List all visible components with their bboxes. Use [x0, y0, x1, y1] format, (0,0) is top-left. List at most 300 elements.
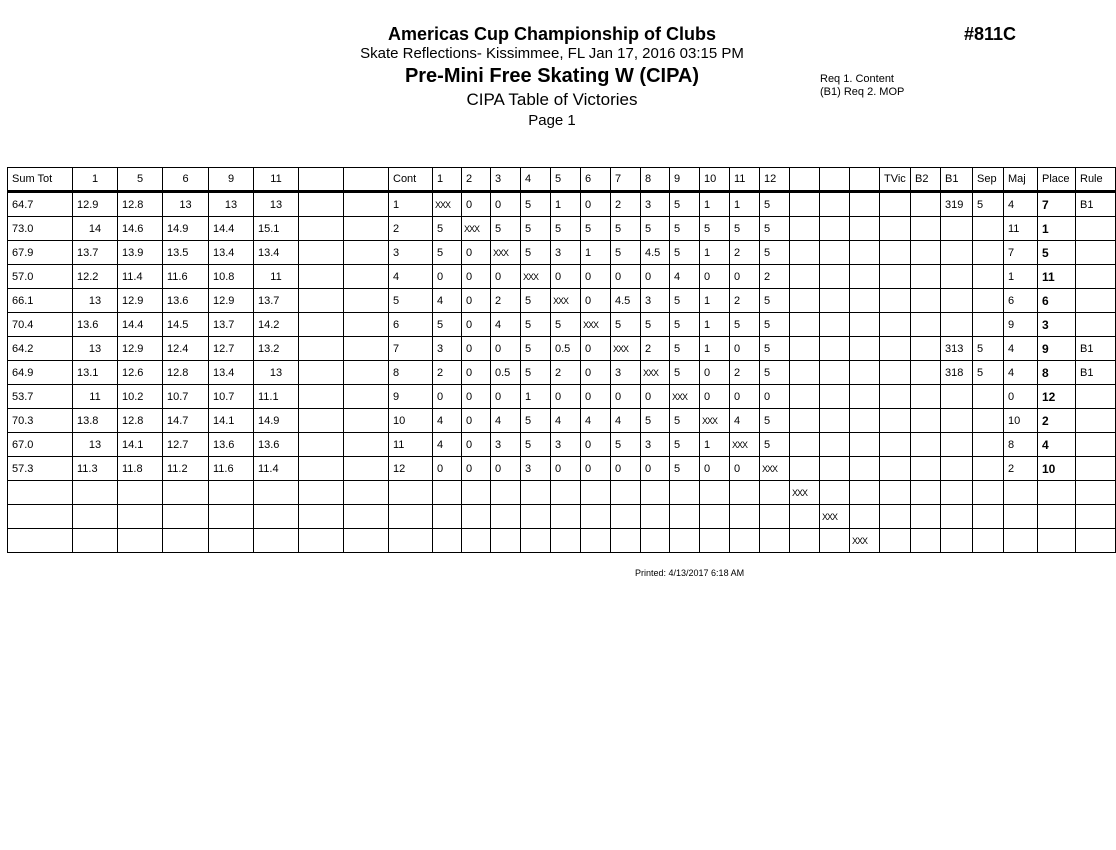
table-cell: 64.9 [8, 361, 73, 385]
table-cell [730, 481, 760, 505]
table-cell [344, 217, 389, 241]
victories-table [7, 167, 1116, 553]
table-cell: 0 [462, 192, 491, 217]
table-cell [299, 265, 344, 289]
table-cell: 0 [760, 385, 790, 409]
table-cell: 4.5 [641, 241, 670, 265]
column-header: Rule [1076, 168, 1116, 192]
table-cell: 10.2 [118, 385, 163, 409]
table-cell: 57.0 [8, 265, 73, 289]
table-cell: 5 [521, 313, 551, 337]
table-cell [700, 505, 730, 529]
table-cell [299, 433, 344, 457]
table-row [8, 313, 1116, 337]
table-cell: 0 [462, 433, 491, 457]
table-cell: 5 [670, 457, 700, 481]
table-cell [850, 192, 880, 217]
cross-hatch-mark: XXX [822, 511, 838, 522]
table-row [8, 481, 1116, 505]
column-header: 1 [73, 168, 118, 192]
table-cell: 0 [1004, 385, 1038, 409]
table-cell [790, 289, 820, 313]
table-cell: 67.9 [8, 241, 73, 265]
table-cell [790, 385, 820, 409]
table-cell: 13.1 [73, 361, 118, 385]
table-cell: 10.7 [163, 385, 209, 409]
table-cell: 1 [700, 433, 730, 457]
table-cell: 9 [389, 385, 433, 409]
table-cell [344, 337, 389, 361]
table-cell [911, 289, 941, 313]
self-comparison-cell [820, 505, 850, 529]
table-cell: 6 [1004, 289, 1038, 313]
table-cell: 13.8 [73, 409, 118, 433]
table-cell: 5 [760, 192, 790, 217]
table-cell [911, 361, 941, 385]
table-cell [941, 289, 973, 313]
table-cell: 1 [551, 192, 581, 217]
column-header: 12 [760, 168, 790, 192]
table-cell: 0 [491, 265, 521, 289]
report-subtitle: CIPA Table of Victories [466, 90, 638, 109]
table-cell: 5 [760, 361, 790, 385]
table-cell: 12.7 [209, 337, 254, 361]
table-cell: 13 [254, 361, 299, 385]
cross-hatch-mark: XXX [583, 319, 599, 330]
place-cell: 1 [1038, 217, 1076, 241]
victories-table-container [7, 167, 1103, 553]
table-cell: 5 [581, 217, 611, 241]
table-cell [880, 409, 911, 433]
table-cell [551, 505, 581, 529]
table-cell: 8 [389, 361, 433, 385]
table-cell: 5 [433, 217, 462, 241]
table-cell [73, 481, 118, 505]
column-header: Place [1038, 168, 1076, 192]
table-cell [462, 481, 491, 505]
table-cell [581, 529, 611, 553]
table-cell: 2 [611, 192, 641, 217]
table-cell [299, 337, 344, 361]
table-cell [1076, 433, 1116, 457]
column-header [299, 168, 344, 192]
table-cell: 5 [521, 433, 551, 457]
place-cell: 5 [1038, 241, 1076, 265]
table-cell: 0 [491, 337, 521, 361]
requirement-1: Req 1. Content [820, 73, 894, 85]
table-cell [790, 409, 820, 433]
table-cell [1076, 409, 1116, 433]
table-cell: 0 [700, 385, 730, 409]
table-cell [790, 265, 820, 289]
cross-hatch-mark: XXX [762, 463, 778, 474]
table-cell: 0.5 [491, 361, 521, 385]
column-header: 9 [209, 168, 254, 192]
column-header: Sum Tot [8, 168, 73, 192]
table-cell [911, 529, 941, 553]
table-cell: 0 [581, 385, 611, 409]
cross-hatch-mark: XXX [493, 247, 509, 258]
table-cell: 0 [700, 361, 730, 385]
table-cell: 5 [670, 337, 700, 361]
table-cell [344, 265, 389, 289]
table-cell [850, 457, 880, 481]
table-cell [880, 337, 911, 361]
table-cell: 4 [611, 409, 641, 433]
cross-hatch-mark: XXX [852, 535, 868, 546]
table-cell: 3 [551, 433, 581, 457]
table-cell: 1 [700, 313, 730, 337]
table-cell [433, 481, 462, 505]
table-cell [299, 217, 344, 241]
table-cell [790, 529, 820, 553]
table-cell: 5 [611, 433, 641, 457]
table-cell: 0 [551, 457, 581, 481]
table-cell: 0 [462, 361, 491, 385]
table-cell [973, 481, 1004, 505]
table-cell: 5 [521, 217, 551, 241]
table-cell: 12.2 [73, 265, 118, 289]
table-cell [911, 192, 941, 217]
table-cell [551, 481, 581, 505]
table-cell [344, 457, 389, 481]
table-cell [820, 192, 850, 217]
self-comparison-cell [760, 457, 790, 481]
table-cell [850, 385, 880, 409]
self-comparison-cell [551, 289, 581, 313]
table-cell: 13.6 [163, 289, 209, 313]
table-cell [118, 481, 163, 505]
table-cell [790, 313, 820, 337]
table-cell: 0 [433, 265, 462, 289]
table-cell: 5 [670, 289, 700, 313]
table-cell [941, 217, 973, 241]
table-cell [1004, 481, 1038, 505]
table-cell [941, 433, 973, 457]
column-header: Sep [973, 168, 1004, 192]
table-cell: 64.2 [8, 337, 73, 361]
table-cell: 1 [1004, 265, 1038, 289]
table-row [8, 289, 1116, 313]
venue-date: Skate Reflections- Kissimmee, FL Jan 17, 2016 03:15 PM [360, 45, 744, 62]
table-cell [850, 241, 880, 265]
table-cell: 0 [491, 192, 521, 217]
table-cell: B1 [1076, 337, 1116, 361]
table-cell: 3 [551, 241, 581, 265]
place-cell: 10 [1038, 457, 1076, 481]
place-cell [1038, 529, 1076, 553]
table-cell: 2 [551, 361, 581, 385]
table-cell [820, 481, 850, 505]
table-cell: 5 [760, 313, 790, 337]
table-cell: 5 [611, 217, 641, 241]
table-cell [1076, 313, 1116, 337]
table-cell [850, 409, 880, 433]
table-cell [790, 337, 820, 361]
table-cell: 0 [730, 385, 760, 409]
table-cell [551, 529, 581, 553]
table-row [8, 505, 1116, 529]
table-cell: 0 [491, 385, 521, 409]
table-cell [118, 505, 163, 529]
table-cell [521, 529, 551, 553]
table-cell: 11 [389, 433, 433, 457]
table-cell: 13 [73, 433, 118, 457]
table-cell [1004, 505, 1038, 529]
table-cell [344, 529, 389, 553]
table-cell [299, 481, 344, 505]
table-cell: 13 [163, 192, 209, 217]
table-cell [820, 457, 850, 481]
cross-hatch-mark: XXX [523, 271, 539, 282]
table-cell: 13.4 [209, 241, 254, 265]
cross-hatch-mark: XXX [732, 439, 748, 450]
place-cell: 6 [1038, 289, 1076, 313]
table-cell: 11.4 [254, 457, 299, 481]
table-cell [299, 385, 344, 409]
table-cell [911, 385, 941, 409]
table-cell: 1 [700, 289, 730, 313]
table-cell: 4 [670, 265, 700, 289]
table-cell: 5 [760, 433, 790, 457]
table-cell [880, 217, 911, 241]
table-cell [299, 457, 344, 481]
table-cell: 5 [760, 337, 790, 361]
table-cell: 1 [521, 385, 551, 409]
table-cell: 14.4 [209, 217, 254, 241]
table-cell [760, 481, 790, 505]
table-cell [389, 481, 433, 505]
table-cell [209, 529, 254, 553]
requirement-2: (B1) Req 2. MOP [820, 86, 905, 98]
table-cell [1076, 289, 1116, 313]
table-cell [462, 505, 491, 529]
table-cell: 12.8 [118, 409, 163, 433]
table-cell: 10 [1004, 409, 1038, 433]
table-cell: 4 [1004, 192, 1038, 217]
table-cell [911, 265, 941, 289]
table-cell: 66.1 [8, 289, 73, 313]
table-cell [973, 241, 1004, 265]
table-cell [1076, 265, 1116, 289]
table-cell [850, 265, 880, 289]
table-cell: 2 [760, 265, 790, 289]
table-cell [941, 241, 973, 265]
table-cell: 3 [433, 337, 462, 361]
competition-title: Americas Cup Championship of Clubs [387, 24, 717, 44]
table-cell [850, 481, 880, 505]
table-cell [911, 505, 941, 529]
table-cell [8, 529, 73, 553]
table-cell [491, 529, 521, 553]
table-cell: 11.8 [118, 457, 163, 481]
column-header: B1 [941, 168, 973, 192]
table-cell: 11.6 [209, 457, 254, 481]
table-cell: 11.2 [163, 457, 209, 481]
table-cell: 0 [462, 337, 491, 361]
table-row [8, 192, 1116, 217]
table-cell: 0 [433, 457, 462, 481]
table-cell: 5 [670, 192, 700, 217]
table-cell: 4 [1004, 361, 1038, 385]
self-comparison-cell [700, 409, 730, 433]
table-cell: 0 [611, 385, 641, 409]
table-cell: 13 [209, 192, 254, 217]
column-header: Cont [389, 168, 433, 192]
table-cell: 313 [941, 337, 973, 361]
cross-hatch-mark: XXX [643, 367, 659, 378]
table-cell [344, 241, 389, 265]
table-cell: 0 [581, 265, 611, 289]
table-cell: 5 [730, 313, 760, 337]
table-cell [581, 505, 611, 529]
table-cell [911, 313, 941, 337]
table-cell: 3 [521, 457, 551, 481]
table-cell: 0 [730, 457, 760, 481]
table-cell [1076, 385, 1116, 409]
table-cell [880, 433, 911, 457]
table-cell [820, 385, 850, 409]
table-cell: 13.6 [254, 433, 299, 457]
table-cell: 3 [491, 433, 521, 457]
self-comparison-cell [611, 337, 641, 361]
table-cell [254, 505, 299, 529]
table-cell: 5 [973, 361, 1004, 385]
column-header: 4 [521, 168, 551, 192]
table-cell [911, 241, 941, 265]
table-cell [941, 409, 973, 433]
table-cell: 1 [700, 241, 730, 265]
table-cell [344, 289, 389, 313]
table-cell: 70.4 [8, 313, 73, 337]
table-cell: 3 [641, 433, 670, 457]
table-cell: 5 [973, 337, 1004, 361]
table-cell: 5 [641, 313, 670, 337]
table-cell [790, 457, 820, 481]
table-cell [433, 529, 462, 553]
table-cell [911, 337, 941, 361]
table-cell [820, 337, 850, 361]
column-header [790, 168, 820, 192]
table-cell: 4 [491, 409, 521, 433]
table-cell: 14.1 [209, 409, 254, 433]
table-cell [820, 433, 850, 457]
table-cell: 5 [521, 361, 551, 385]
table-cell [1076, 241, 1116, 265]
table-cell [850, 433, 880, 457]
table-cell: 0 [462, 289, 491, 313]
table-cell: 4 [433, 409, 462, 433]
table-cell [641, 481, 670, 505]
table-cell: 10.8 [209, 265, 254, 289]
self-comparison-cell [670, 385, 700, 409]
table-cell: 4 [491, 313, 521, 337]
table-cell: 5 [491, 217, 521, 241]
cross-hatch-mark: XXX [672, 391, 688, 402]
table-cell: 12 [389, 457, 433, 481]
table-cell: 1 [581, 241, 611, 265]
table-cell: 5 [760, 241, 790, 265]
table-cell: 11.6 [163, 265, 209, 289]
table-cell [820, 217, 850, 241]
table-cell: 14 [73, 217, 118, 241]
table-cell: 1 [700, 192, 730, 217]
table-cell: 4 [389, 265, 433, 289]
column-header: 9 [670, 168, 700, 192]
table-cell [299, 361, 344, 385]
table-cell: 5 [670, 433, 700, 457]
place-cell [1038, 505, 1076, 529]
table-cell: 5 [551, 313, 581, 337]
place-cell: 3 [1038, 313, 1076, 337]
table-cell: 4.5 [611, 289, 641, 313]
table-cell [850, 337, 880, 361]
table-cell: 12.8 [118, 192, 163, 217]
table-cell: 13 [73, 337, 118, 361]
table-cell: 5 [521, 409, 551, 433]
table-cell [760, 529, 790, 553]
table-cell [641, 505, 670, 529]
table-cell: 0 [581, 337, 611, 361]
table-cell [880, 505, 911, 529]
table-cell [730, 529, 760, 553]
table-cell: 14.9 [254, 409, 299, 433]
table-cell: 0 [462, 313, 491, 337]
table-row [8, 217, 1116, 241]
column-header: 5 [551, 168, 581, 192]
table-cell [433, 505, 462, 529]
table-row [8, 337, 1116, 361]
table-cell: 12.8 [163, 361, 209, 385]
table-cell: 5 [670, 241, 700, 265]
table-cell [880, 265, 911, 289]
table-row [8, 409, 1116, 433]
table-cell: 12.9 [118, 337, 163, 361]
table-cell [911, 457, 941, 481]
table-cell [850, 313, 880, 337]
table-cell: 5 [730, 217, 760, 241]
table-cell: 0 [611, 265, 641, 289]
column-header: 3 [491, 168, 521, 192]
table-cell: 4 [433, 289, 462, 313]
table-cell: 73.0 [8, 217, 73, 241]
table-cell [299, 529, 344, 553]
self-comparison-cell [850, 529, 880, 553]
self-comparison-cell [491, 241, 521, 265]
table-cell: B1 [1076, 361, 1116, 385]
table-cell: 2 [491, 289, 521, 313]
table-cell [820, 289, 850, 313]
table-cell: 70.3 [8, 409, 73, 433]
table-cell [344, 361, 389, 385]
column-header: 5 [118, 168, 163, 192]
table-cell: 5 [433, 241, 462, 265]
table-cell: 2 [730, 361, 760, 385]
self-comparison-cell [521, 265, 551, 289]
table-cell: 67.0 [8, 433, 73, 457]
table-cell [344, 192, 389, 217]
table-cell: 13.7 [73, 241, 118, 265]
table-row [8, 265, 1116, 289]
table-cell [941, 505, 973, 529]
self-comparison-cell [462, 217, 491, 241]
table-cell [941, 265, 973, 289]
column-header: 11 [254, 168, 299, 192]
place-cell: 4 [1038, 433, 1076, 457]
table-cell: 2 [730, 289, 760, 313]
table-cell [880, 385, 911, 409]
table-cell: 12.9 [73, 192, 118, 217]
